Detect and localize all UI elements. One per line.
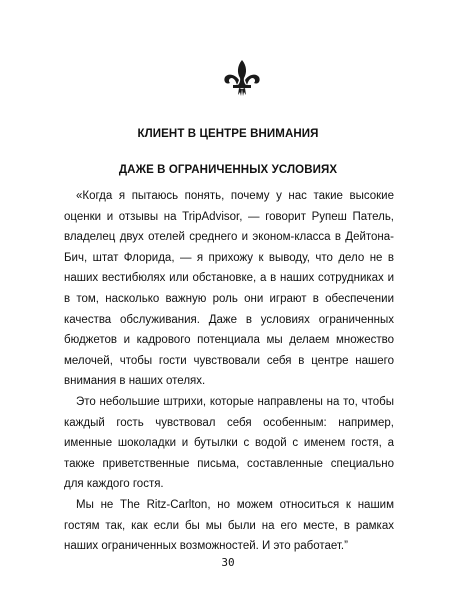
- chapter-subtitle: ДАЖЕ В ОГРАНИЧЕННЫХ УСЛОВИЯХ: [118, 164, 338, 176]
- paragraph: Это небольшие штрихи, которые направлены на то, чтобы каждый гость чувствовал себя особенным: например, именные шоколадки и бутылки с водой с именем гостя, а также приветственные письма, составленные специально для каждого гостя.: [64, 395, 394, 491]
- body-text: [64, 186, 394, 557]
- chapter-title: КЛИЕНТ В ЦЕНТРЕ ВНИМАНИЯ: [137, 128, 319, 140]
- page-number: 30: [221, 556, 235, 569]
- fleur-de-lis-icon: [222, 58, 262, 98]
- paragraph: «Когда я пытаюсь понять, почему у нас такие высокие оценки и отзывы на TripAdvisor, — говорит Рупеш Патель, владелец двух отелей среднего и эконом-класса в Дейтона-Бич, штат Флорида, — я прихожу к выводу, что дело не в наших вестибюлях или обстановке, а в наших сотрудниках и в том, насколько важную роль они играют в обеспечении качества обслуживания. Даже в условиях ограниченных бюджетов и кадрового потенциала мы делаем множество мелочей, чтобы гости чувствовали себя в центре нашего внимания в наших отелях.: [64, 190, 394, 388]
- paragraph: Мы не The Ritz-Carlton, но можем относиться к нашим гостям так, как если бы мы были на его месте, в рамках наших ограниченных возможностей. И это работает.”: [64, 498, 394, 553]
